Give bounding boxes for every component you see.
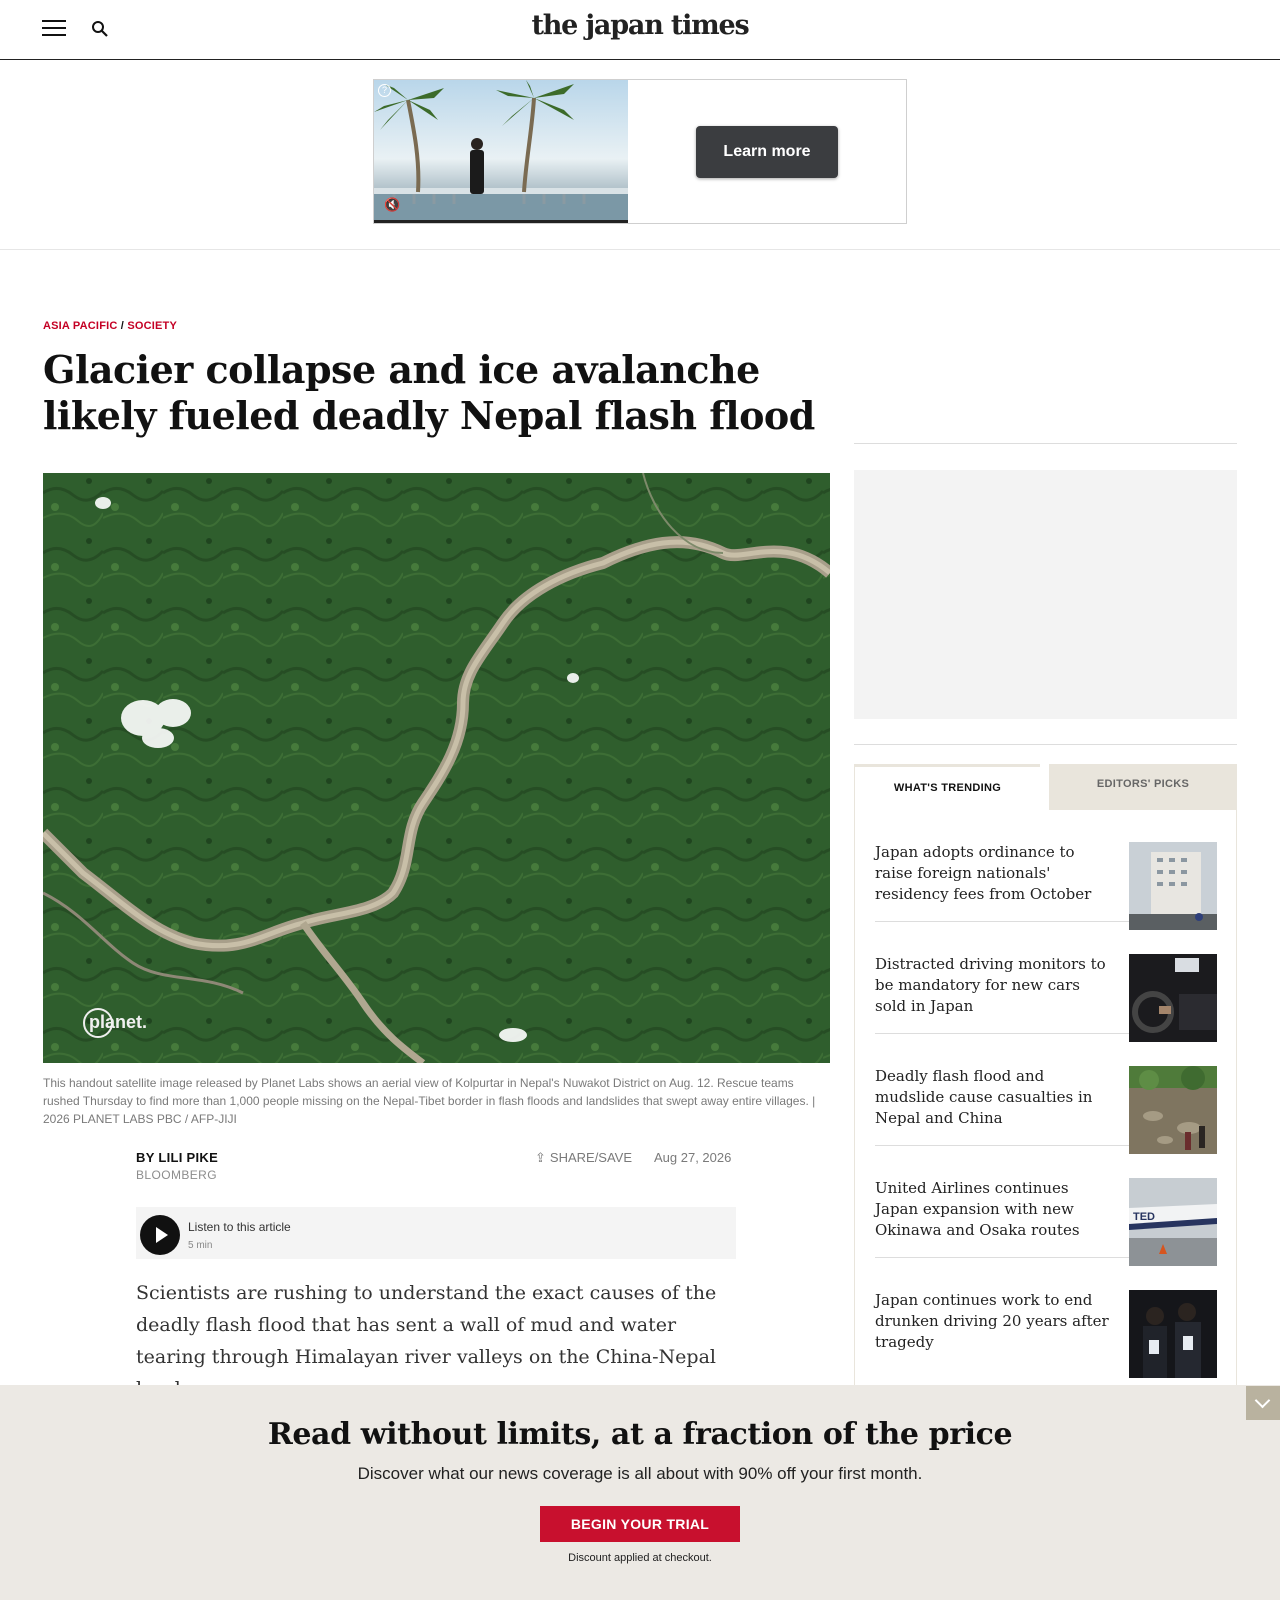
article-headline: Glacier collapse and ice avalanche likely fueled deadly Nepal flash flood bbox=[43, 347, 815, 438]
ad-image[interactable] bbox=[374, 80, 628, 223]
share-save-label: SHARE/SAVE bbox=[549, 1150, 633, 1165]
trending-item-title[interactable]: Deadly flash flood and mudslide cause casualties in Nepal and China bbox=[875, 1067, 1093, 1127]
ad-banner[interactable] bbox=[373, 79, 907, 224]
category-breadcrumb bbox=[43, 320, 177, 332]
audio-player bbox=[136, 1207, 736, 1259]
planet-watermark: planet. bbox=[83, 1008, 147, 1038]
site-logo[interactable]: the japan times bbox=[531, 10, 749, 41]
trending-item[interactable] bbox=[875, 1146, 1217, 1258]
trending-item-thumbnail[interactable] bbox=[1129, 1290, 1217, 1378]
category-link-asia-pacific[interactable]: ASIA PACIFIC bbox=[43, 320, 118, 332]
tab-whats-trending[interactable]: WHAT'S TRENDING bbox=[854, 764, 1040, 810]
site-header bbox=[0, 0, 1280, 60]
category-link-society[interactable]: SOCIETY bbox=[127, 320, 177, 332]
trending-item[interactable] bbox=[875, 1034, 1217, 1146]
sidebar-divider bbox=[854, 443, 1237, 444]
publish-date: Aug 27, 2026 bbox=[654, 1150, 732, 1165]
trending-item[interactable] bbox=[875, 922, 1217, 1034]
audio-duration: 5 min bbox=[188, 1240, 213, 1251]
svg-text:TED: TED bbox=[1133, 1211, 1155, 1223]
begin-trial-button[interactable]: BEGIN YOUR TRIAL bbox=[540, 1506, 740, 1542]
author-byline[interactable]: BY LILI PIKE bbox=[136, 1150, 219, 1165]
trending-item[interactable] bbox=[875, 1258, 1217, 1370]
trending-item[interactable] bbox=[875, 810, 1217, 922]
trending-item-title[interactable]: United Airlines continues Japan expansion with new Okinawa and Osaka routes bbox=[875, 1179, 1080, 1239]
top-ad-slot bbox=[0, 60, 1280, 250]
audio-label: Listen to this article bbox=[188, 1220, 291, 1234]
paywall-note: Discount applied at checkout. bbox=[568, 1552, 712, 1564]
paywall-subtitle: Discover what our news coverage is all about with 90% off your first month. bbox=[357, 1464, 923, 1483]
share-save-button[interactable] bbox=[535, 1150, 632, 1166]
category-separator: / bbox=[120, 320, 125, 332]
tab-editors-picks[interactable]: EDITORS' PICKS bbox=[1049, 764, 1237, 810]
trending-item-title[interactable]: Japan continues work to end drunken driving 20 years after tragedy bbox=[875, 1291, 1109, 1351]
trending-item-title[interactable]: Japan adopts ordinance to raise foreign nationals' residency fees from October bbox=[875, 843, 1092, 903]
share-icon: ⇪ bbox=[535, 1150, 546, 1165]
trending-item-thumbnail[interactable] bbox=[1129, 842, 1217, 930]
hero-satellite-image[interactable] bbox=[43, 473, 830, 1063]
trending-item-thumbnail[interactable] bbox=[1129, 1066, 1217, 1154]
sidebar-divider bbox=[854, 744, 1237, 745]
ad-info-icon[interactable]: ? bbox=[378, 84, 391, 97]
mute-icon[interactable]: 🔇 bbox=[384, 197, 401, 212]
trending-tabs bbox=[854, 764, 1237, 810]
article-source: BLOOMBERG bbox=[136, 1168, 217, 1182]
learn-more-button[interactable]: Learn more bbox=[696, 126, 838, 178]
paywall-title: Read without limits, at a fraction of the price bbox=[267, 1417, 1013, 1452]
sidebar-ad-slot[interactable] bbox=[854, 470, 1237, 719]
trending-item-thumbnail[interactable] bbox=[1129, 954, 1217, 1042]
article-lede: Scientists are rushing to understand the exact causes of the deadly flash flood that has sent a wall of mud and water tearing through Himalayan river valleys on the China-Nepal bbox=[136, 1282, 717, 1368]
image-caption: This handout satellite image released by Planet Labs shows an aerial view of Kolpurtar in Nepal's Nuwakot District on Aug. 12. Rescue teams rushed Thursday to find more than 1,000 people missing on the Nepal-Tibet border in flash floods and landslides that swept away entire villages. | 2026 PLANET LABS PBC / AFP-JIJI bbox=[43, 1076, 816, 1126]
trending-list bbox=[854, 810, 1237, 1410]
trending-item-thumbnail[interactable] bbox=[1129, 1178, 1217, 1266]
trending-item-title[interactable]: Distracted driving monitors to be mandatory for new cars sold in Japan bbox=[875, 955, 1106, 1015]
chevron-down-icon[interactable] bbox=[1246, 1386, 1280, 1420]
play-icon[interactable] bbox=[140, 1215, 180, 1255]
